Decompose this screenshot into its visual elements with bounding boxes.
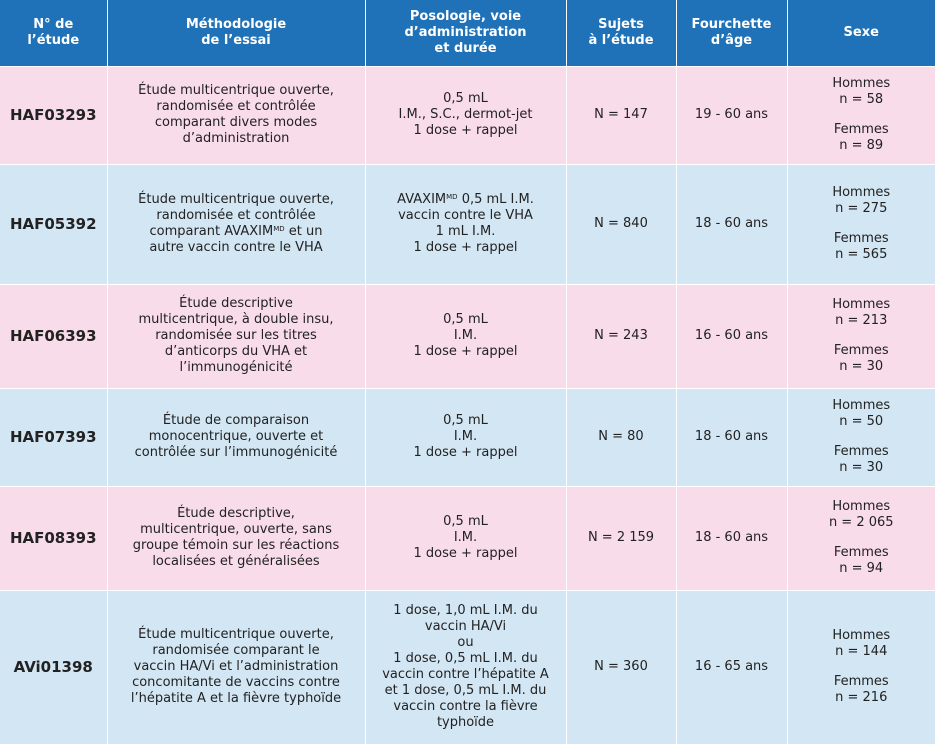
dosage-cell: 0,5 mL I.M. 1 dose + rappel	[365, 486, 566, 590]
dosage-cell: $AVAXIM^{MD}$ 0,5 mL I.M. vaccin contre le VHA 1 mL I.M. 1 dose + rappel	[365, 164, 566, 284]
study-id-cell: HAF06393	[0, 284, 107, 388]
header-sex: Sexe	[787, 0, 935, 66]
header-age-range: Fourchette d’âge	[676, 0, 787, 66]
subjects-cell: N = 147	[566, 66, 676, 164]
age-cell: 18 - 60 ans	[676, 486, 787, 590]
methodology-cell: Étude multicentrique ouverte, randomisée comparant le vaccin HA/Vi et l’administration concomitante de vaccins contre l’hépatite A et la fièvre typhoïde	[107, 590, 365, 744]
table-row	[0, 284, 935, 388]
table-row	[0, 590, 935, 744]
header-study-id: N° de l’étude	[0, 0, 107, 66]
sex-cell: Hommes n = 213 Femmes n = 30	[787, 284, 935, 388]
subjects-cell: N = 840	[566, 164, 676, 284]
dosage-cell: 0,5 mL I.M., S.C., dermot-jet 1 dose + rappel	[365, 66, 566, 164]
methodology-cell: Étude multicentrique ouverte, randomisée et contrôlée comparant divers modes d’administration	[107, 66, 365, 164]
study-id-cell: HAF08393	[0, 486, 107, 590]
subjects-cell: N = 2 159	[566, 486, 676, 590]
dosage-cell: 0,5 mL I.M. 1 dose + rappel	[365, 284, 566, 388]
trademark-mark: MD	[446, 193, 458, 201]
subjects-cell: N = 80	[566, 388, 676, 486]
age-cell: 18 - 60 ans	[676, 164, 787, 284]
age-cell: 16 - 65 ans	[676, 590, 787, 744]
age-cell: 19 - 60 ans	[676, 66, 787, 164]
dosage-cell: 0,5 mL I.M. 1 dose + rappel	[365, 388, 566, 486]
study-id-cell: HAF05392	[0, 164, 107, 284]
methodology-cell: Étude multicentrique ouverte, randomisée et contrôlée comparant $AVAXIM^{MD}$ et un autre vaccin contre le VHA	[107, 164, 365, 284]
subjects-cell: N = 243	[566, 284, 676, 388]
sex-cell: Hommes n = 2 065 Femmes n = 94	[787, 486, 935, 590]
table-row	[0, 388, 935, 486]
sex-cell: Hommes n = 50 Femmes n = 30	[787, 388, 935, 486]
age-cell: 16 - 60 ans	[676, 284, 787, 388]
study-id-cell: HAF03293	[0, 66, 107, 164]
trademark-mark: MD	[273, 225, 285, 233]
header-methodology: Méthodologie de l’essai	[107, 0, 365, 66]
header-dosage: Posologie, voie d’administration et durée	[365, 0, 566, 66]
table-row	[0, 486, 935, 590]
sex-cell: Hommes n = 275 Femmes n = 565	[787, 164, 935, 284]
dosage-cell: 1 dose, 1,0 mL I.M. du vaccin HA/Vi ou 1 dose, 0,5 mL I.M. du vaccin contre l’hépatite A et 1 dose, 0,5 mL I.M. du vaccin contre la fièvre typhoïde	[365, 590, 566, 744]
header-subjects: Sujets à l’étude	[566, 0, 676, 66]
table-header	[0, 0, 935, 66]
age-cell: 18 - 60 ans	[676, 388, 787, 486]
study-id-cell: AVi01398	[0, 590, 107, 744]
sex-cell: Hommes n = 144 Femmes n = 216	[787, 590, 935, 744]
methodology-cell: Étude descriptive, multicentrique, ouverte, sans groupe témoin sur les réactions localisées et généralisées	[107, 486, 365, 590]
table-row	[0, 164, 935, 284]
study-id-cell: HAF07393	[0, 388, 107, 486]
table-row	[0, 66, 935, 164]
sex-cell: Hommes n = 58 Femmes n = 89	[787, 66, 935, 164]
subjects-cell: N = 360	[566, 590, 676, 744]
methodology-cell: Étude descriptive multicentrique, à double insu, randomisée sur les titres d’anticorps du VHA et l’immunogénicité	[107, 284, 365, 388]
methodology-cell: Étude de comparaison monocentrique, ouverte et contrôlée sur l’immunogénicité	[107, 388, 365, 486]
